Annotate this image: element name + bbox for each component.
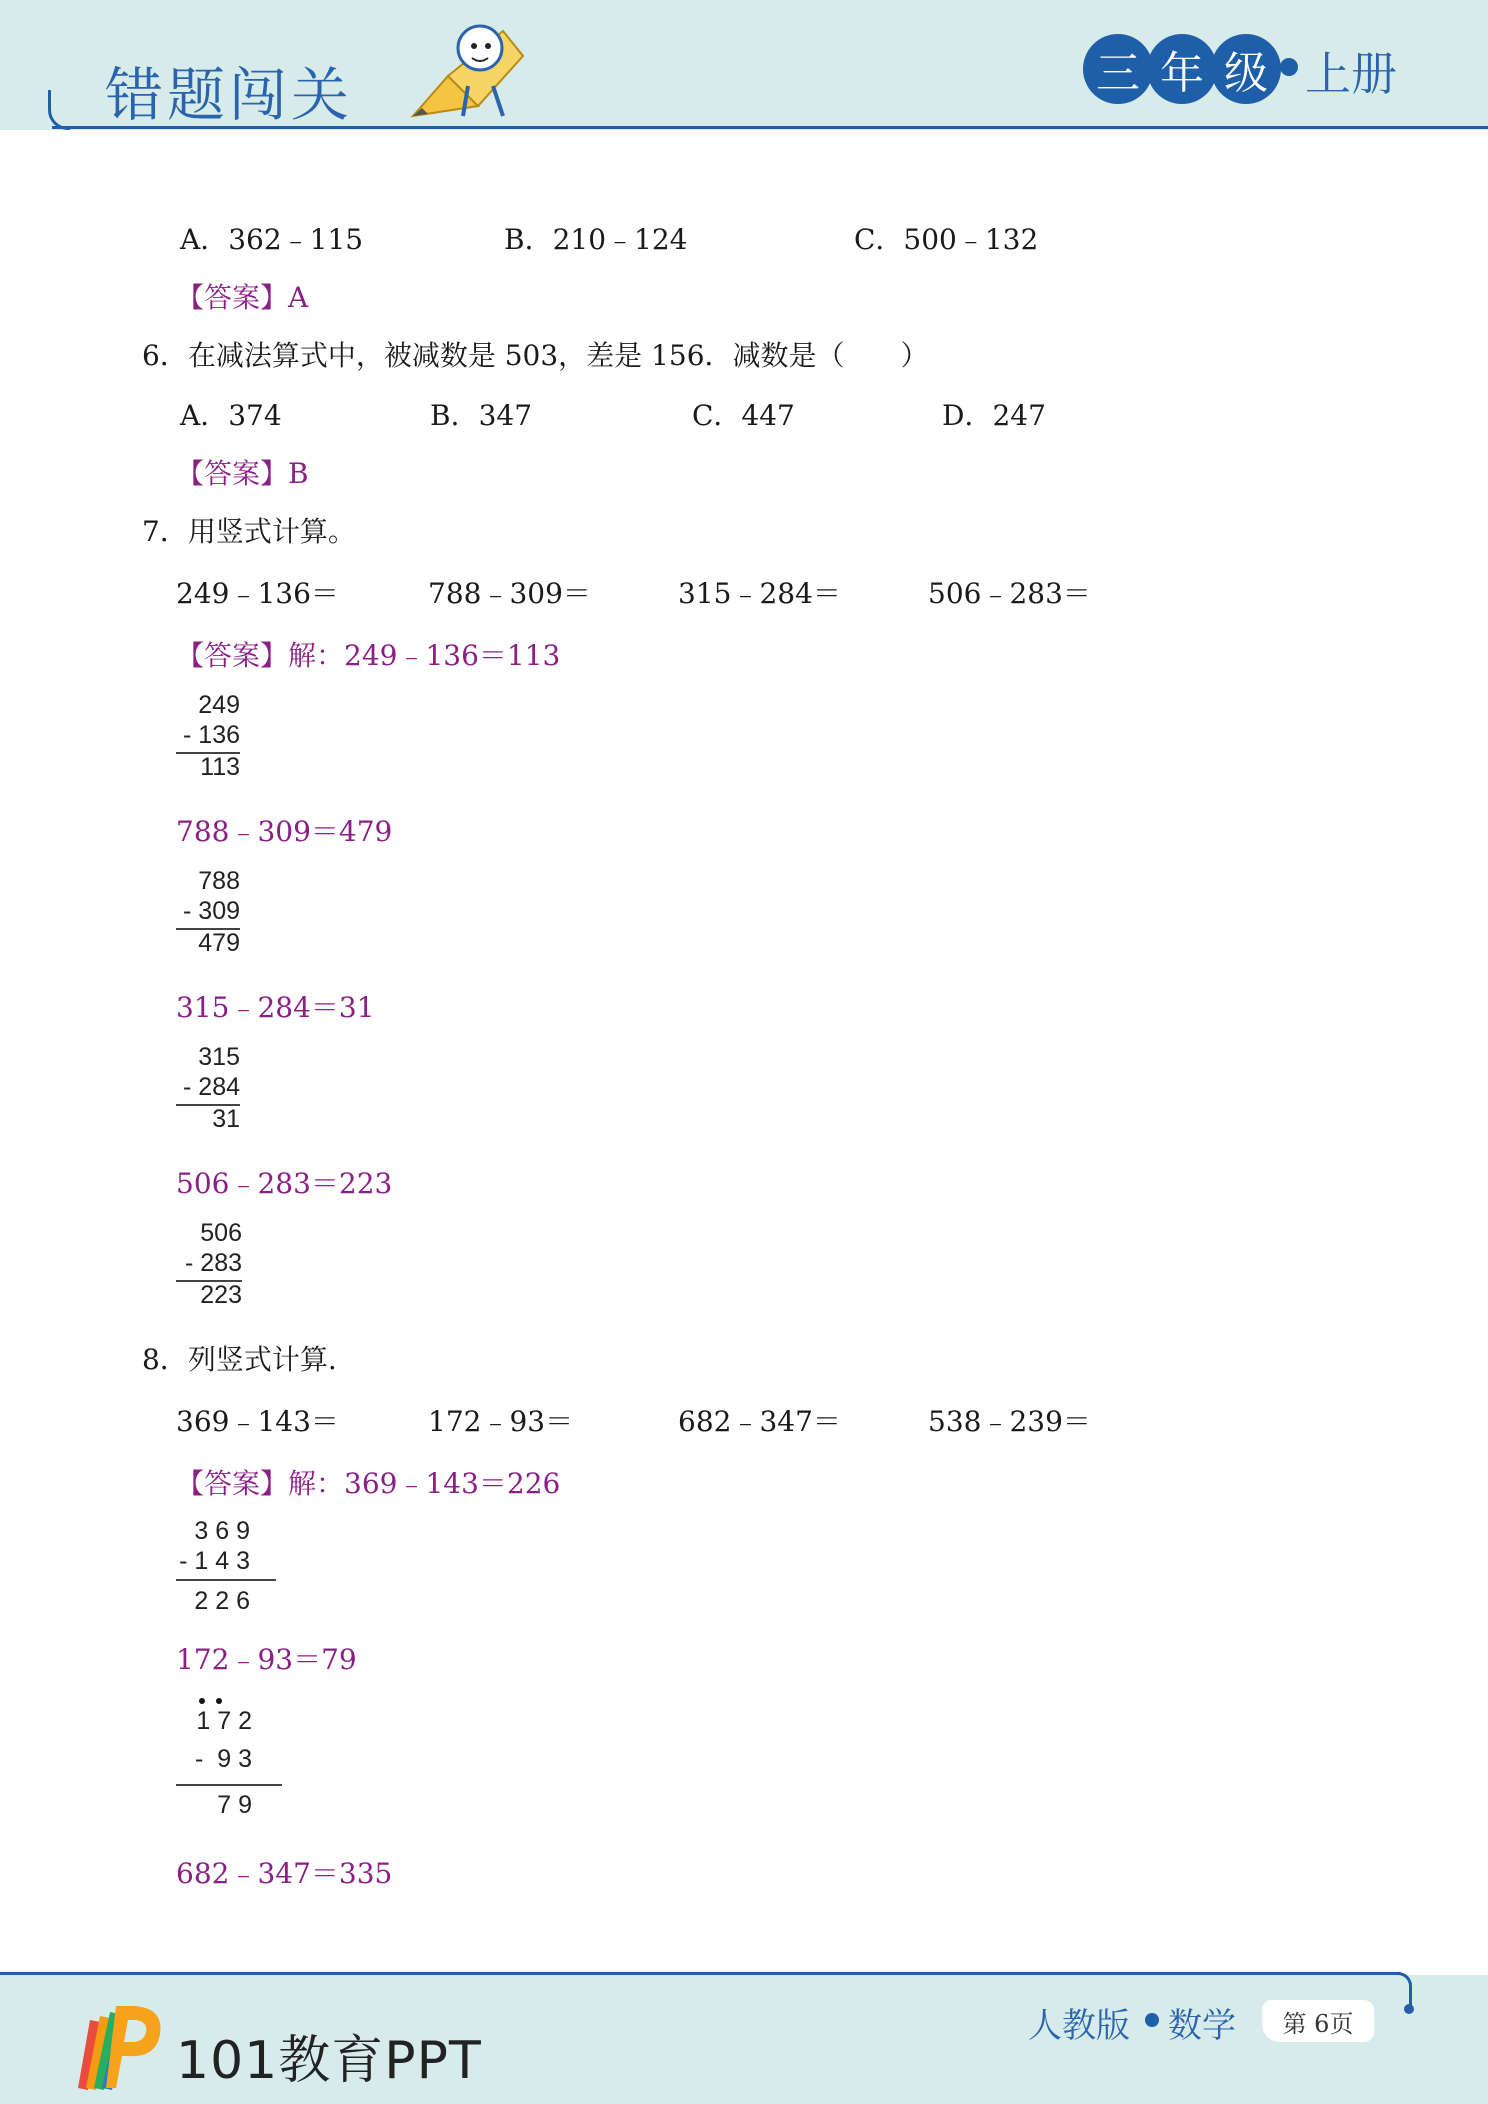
q8-result: 682﹣347＝335 bbox=[176, 1857, 393, 1890]
q8-result: 172﹣93＝79 bbox=[176, 1643, 357, 1676]
q6-option-b: B．347 bbox=[430, 399, 533, 432]
q5-answer: 【答案】A bbox=[176, 281, 309, 314]
footer-subject: 数学 bbox=[1168, 2006, 1236, 2046]
footer-brand: 101教育PPT bbox=[176, 2031, 482, 2091]
q6-option-d: D．247 bbox=[942, 399, 1046, 432]
vertical-calc: 1 7 2 - 9 3 7 9 bbox=[176, 1692, 282, 1822]
q7-result: 315﹣284＝31 bbox=[176, 991, 375, 1024]
grade-char: 三 bbox=[1083, 34, 1153, 104]
header-title: 错题闯关 bbox=[105, 61, 354, 129]
vertical-calc: 3 6 9 - 1 4 3 2 2 6 bbox=[176, 1516, 276, 1626]
q8-stem: 8．列竖式计算. bbox=[142, 1343, 337, 1376]
q8-problem: 369﹣143＝ bbox=[176, 1405, 339, 1438]
q7-problem: 249﹣136＝ bbox=[176, 577, 339, 610]
q6-answer: 【答案】B bbox=[176, 457, 309, 490]
logo-p-icon bbox=[68, 2000, 168, 2092]
vertical-calc: 506 - 283 223 bbox=[176, 1218, 242, 1313]
q5-option-a: A．362﹣115 bbox=[180, 223, 364, 256]
q5-option-b: B．210﹣124 bbox=[504, 223, 688, 256]
pencil-mascot-icon bbox=[408, 16, 548, 126]
q7-result: 788﹣309＝479 bbox=[176, 815, 393, 848]
q7-problem: 315﹣284＝ bbox=[678, 577, 841, 610]
q8-answer-intro: 【答案】解：369﹣143＝226 bbox=[176, 1467, 561, 1500]
grade-char: 级 bbox=[1211, 34, 1281, 104]
q7-answer-intro: 【答案】解：249﹣136＝113 bbox=[176, 639, 561, 672]
footer-dot-separator bbox=[1145, 2013, 1159, 2027]
q6-stem: 6．在减法算式中，被减数是 503，差是 156．减数是（ ） bbox=[142, 339, 929, 372]
q7-stem: 7．用竖式计算。 bbox=[142, 515, 356, 548]
q6-option-a: A．374 bbox=[180, 399, 282, 432]
q8-problem: 538﹣239＝ bbox=[928, 1405, 1091, 1438]
grade-char: 年 bbox=[1147, 34, 1217, 104]
q8-problem: 172﹣93＝ bbox=[428, 1405, 574, 1438]
volume-label: 上册 bbox=[1305, 47, 1397, 101]
q8-problem: 682﹣347＝ bbox=[678, 1405, 841, 1438]
q5-option-c: C．500﹣132 bbox=[854, 223, 1039, 256]
q7-result: 506﹣283＝223 bbox=[176, 1167, 393, 1200]
q7-problem: 788﹣309＝ bbox=[428, 577, 591, 610]
borrow-dot bbox=[216, 1698, 222, 1704]
vertical-calc: 249 - 136 113 bbox=[176, 690, 240, 785]
borrow-dot bbox=[199, 1698, 205, 1704]
vertical-calc: 788 - 309 479 bbox=[176, 866, 240, 961]
footer-edition: 人教版 bbox=[1028, 2006, 1130, 2046]
grade-badge bbox=[1083, 34, 1281, 104]
q7-problem: 506﹣283＝ bbox=[928, 577, 1091, 610]
vertical-calc: 315 - 284 31 bbox=[176, 1042, 240, 1137]
page-number: 第 6页 bbox=[1262, 2000, 1374, 2042]
header-dot bbox=[1280, 58, 1298, 76]
q6-option-c: C．447 bbox=[692, 399, 795, 432]
footer-dot bbox=[1404, 2004, 1414, 2014]
footer-rule bbox=[0, 1972, 1400, 1975]
